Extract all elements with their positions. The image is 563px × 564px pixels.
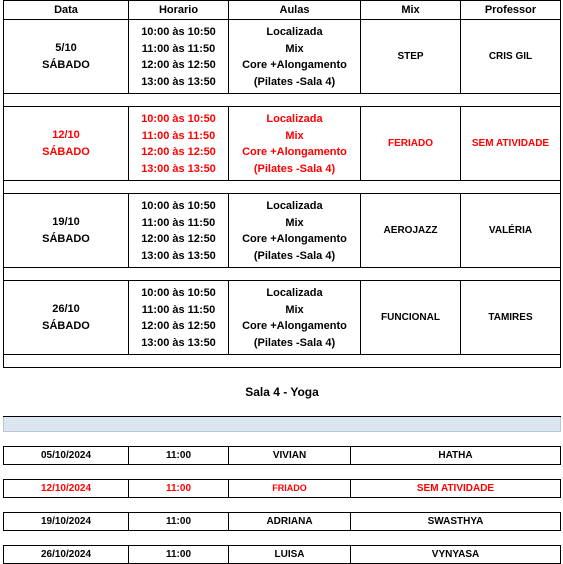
week-times xyxy=(129,20,229,94)
time-slot: 13:00 às 13:50 xyxy=(141,75,216,88)
time-slot: 11:00 às 11:50 xyxy=(141,42,216,55)
spacer xyxy=(4,181,561,194)
class-name: Core +Alongamento xyxy=(242,59,347,71)
spacer-row xyxy=(4,465,561,480)
header-professor: Professor xyxy=(461,1,561,20)
week-professor: VALÉRIA xyxy=(461,194,561,268)
spacer xyxy=(4,94,561,107)
week-row-3 xyxy=(4,194,561,268)
spacer xyxy=(4,531,561,546)
yoga-time: 11:00 xyxy=(129,480,229,498)
week-times xyxy=(129,281,229,355)
class-name: (Pilates -Sala 4) xyxy=(253,336,336,349)
class-name: Mix xyxy=(285,42,304,55)
yoga-row xyxy=(4,480,561,498)
header-row xyxy=(4,1,561,20)
class-name: Localizada xyxy=(266,26,323,38)
spacer-row xyxy=(4,498,561,513)
spacer xyxy=(4,498,561,513)
header-mix: Mix xyxy=(361,1,461,20)
yoga-row xyxy=(4,447,561,465)
spacer xyxy=(4,268,561,281)
yoga-teacher: VIVIAN xyxy=(229,447,351,465)
schedule xyxy=(3,0,560,564)
week-date xyxy=(4,107,129,181)
spacer-row xyxy=(4,268,561,281)
date-text: 19/10 xyxy=(52,215,80,228)
date-text: 12/10 xyxy=(52,128,80,141)
class-name: Localizada xyxy=(266,200,323,212)
header-horario: Horario xyxy=(129,1,229,20)
header-data: Data xyxy=(4,1,129,20)
date-text: 5/10 xyxy=(55,41,77,54)
week-row-1 xyxy=(4,20,561,94)
yoga-table xyxy=(3,446,561,564)
week-professor: SEM ATIVIDADE xyxy=(461,107,561,181)
yoga-row xyxy=(4,546,561,564)
yoga-time: 11:00 xyxy=(129,513,229,531)
class-name: (Pilates -Sala 4) xyxy=(253,249,336,262)
yoga-time: 11:00 xyxy=(129,447,229,465)
day-text: SÁBADO xyxy=(42,145,90,158)
blue-band-row xyxy=(4,417,561,432)
yoga-teacher: FRIADO xyxy=(229,480,351,498)
yoga-style: HATHA xyxy=(351,447,561,465)
class-name: Localizada xyxy=(266,113,323,125)
blue-band xyxy=(4,417,561,432)
spacer-row xyxy=(4,94,561,107)
week-row-4 xyxy=(4,281,561,355)
day-text: SÁBADO xyxy=(42,58,90,71)
spacer-row xyxy=(4,531,561,546)
yoga-title-row xyxy=(4,368,561,417)
week-row-2 xyxy=(4,107,561,181)
schedule-table xyxy=(3,0,561,446)
week-date xyxy=(4,194,129,268)
header-aulas: Aulas xyxy=(229,1,361,20)
class-name: Mix xyxy=(285,216,304,229)
week-professor: TAMIRES xyxy=(461,281,561,355)
time-slot: 11:00 às 11:50 xyxy=(141,303,216,316)
yoga-time: 11:00 xyxy=(129,546,229,564)
yoga-teacher: ADRIANA xyxy=(229,513,351,531)
time-slot: 11:00 às 11:50 xyxy=(141,129,216,142)
class-name: Core +Alongamento xyxy=(242,233,347,245)
spacer xyxy=(4,355,561,368)
week-professor: CRIS GIL xyxy=(461,20,561,94)
class-name: Mix xyxy=(285,129,304,142)
time-slot: 12:00 às 12:50 xyxy=(141,146,216,158)
week-mix: AEROJAZZ xyxy=(361,194,461,268)
class-name: (Pilates -Sala 4) xyxy=(253,75,336,88)
time-slot: 10:00 às 10:50 xyxy=(141,200,216,212)
time-slot: 13:00 às 13:50 xyxy=(141,336,216,349)
yoga-date: 12/10/2024 xyxy=(4,480,129,498)
week-date xyxy=(4,281,129,355)
class-name: (Pilates -Sala 4) xyxy=(253,162,336,175)
time-slot: 11:00 às 11:50 xyxy=(141,216,216,229)
date-text: 26/10 xyxy=(52,302,80,315)
time-slot: 12:00 às 12:50 xyxy=(141,59,216,71)
time-slot: 13:00 às 13:50 xyxy=(141,249,216,262)
week-mix: FERIADO xyxy=(361,107,461,181)
yoga-style: SWASTHYA xyxy=(351,513,561,531)
week-times xyxy=(129,194,229,268)
spacer-row xyxy=(4,181,561,194)
spacer-row xyxy=(4,432,561,447)
day-text: SÁBADO xyxy=(42,319,90,332)
class-name: Mix xyxy=(285,303,304,316)
yoga-style: SEM ATIVIDADE xyxy=(351,480,561,498)
yoga-date: 05/10/2024 xyxy=(4,447,129,465)
time-slot: 10:00 às 10:50 xyxy=(141,113,216,125)
class-name: Localizada xyxy=(266,287,323,299)
yoga-date: 19/10/2024 xyxy=(4,513,129,531)
spacer xyxy=(4,432,561,447)
week-times xyxy=(129,107,229,181)
class-name: Core +Alongamento xyxy=(242,320,347,332)
yoga-teacher: LUISA xyxy=(229,546,351,564)
time-slot: 10:00 às 10:50 xyxy=(141,287,216,299)
time-slot: 13:00 às 13:50 xyxy=(141,162,216,175)
yoga-title: Sala 4 - Yoga xyxy=(4,368,561,417)
time-slot: 12:00 às 12:50 xyxy=(141,320,216,332)
week-date xyxy=(4,20,129,94)
day-text: SÁBADO xyxy=(42,232,90,245)
spacer-row xyxy=(4,355,561,368)
spacer xyxy=(4,465,561,480)
class-name: Core +Alongamento xyxy=(242,146,347,158)
yoga-row xyxy=(4,513,561,531)
week-classes xyxy=(229,281,361,355)
yoga-style: VYNYASA xyxy=(351,546,561,564)
week-mix: FUNCIONAL xyxy=(361,281,461,355)
time-slot: 12:00 às 12:50 xyxy=(141,233,216,245)
time-slot: 10:00 às 10:50 xyxy=(141,26,216,38)
yoga-date: 26/10/2024 xyxy=(4,546,129,564)
week-classes xyxy=(229,107,361,181)
week-classes xyxy=(229,194,361,268)
week-mix: STEP xyxy=(361,20,461,94)
week-classes xyxy=(229,20,361,94)
